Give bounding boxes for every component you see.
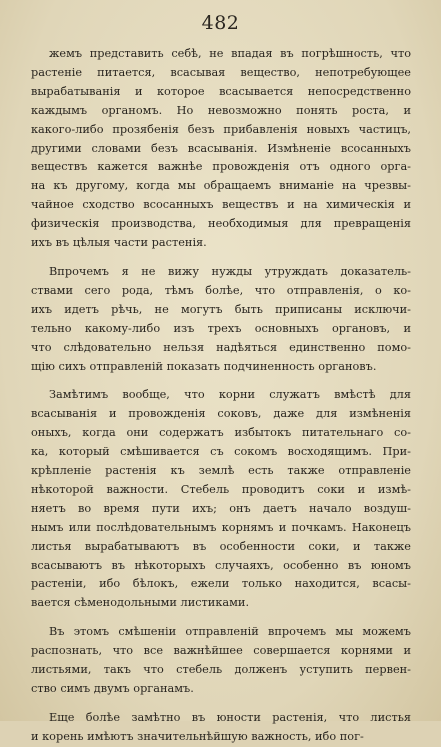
- text-line: щію сихъ отправленій показать подчиненность органовъ.: [31, 359, 377, 373]
- text-line: Въ этомъ смѣшеніи отправленій впрочемъ мы можемъ: [49, 625, 411, 639]
- text-line: всасыванія и провожденія соковъ, даже для измѣненія: [31, 407, 411, 421]
- paragraph: [31, 45, 411, 253]
- text-line: на къ другому, когда мы обращаемъ вниманіе на чрезвы-: [31, 179, 411, 193]
- text-line: Замѣтимъ вообще, что корни служатъ вмѣстѣ для: [49, 388, 411, 402]
- text-line: ихъ въ цѣлыя части растенія.: [31, 236, 207, 250]
- text-line: распознать, что все важнѣйшее совершается корнями и: [31, 644, 411, 658]
- text-line: нѣкоторой важности. Стебель проводитъ соки и измѣ-: [31, 482, 411, 496]
- text-line: листьями, такъ что стебель долженъ уступить первен-: [31, 663, 411, 677]
- paragraph: [31, 623, 411, 699]
- page-number: 482: [201, 12, 240, 34]
- text-line: вается сѣменодольными листиками.: [31, 596, 250, 610]
- text-line: и корень имѣютъ значительнѣйшую важность, ибо пог-: [31, 729, 364, 743]
- text-line: ствами сего рода, тѣмъ болѣе, что отправленія, о ко-: [31, 283, 411, 297]
- text-line: нымъ или послѣдовательнымъ корнямъ и почкамъ. Наконецъ: [31, 520, 411, 534]
- text-line: Еще болѣе замѣтно въ юности растенія, что листья: [49, 710, 411, 724]
- text-line: что слѣдовательно нельзя надѣяться единственно помо-: [31, 340, 411, 354]
- text-line: физическія производства, необходимыя для превращенія: [31, 217, 411, 231]
- text-line: ка, который смѣшивается съ сокомъ восходящимъ. При-: [31, 445, 411, 459]
- text-line: ихъ идетъ рѣчь, не могутъ быть приписаны исключи-: [31, 302, 411, 316]
- text-line: всасываютъ въ нѣкоторыхъ случаяхъ, особенно въ юномъ: [31, 558, 411, 572]
- text-line: другими словами безъ всасыванія. Измѣненіе всосанныхъ: [31, 141, 411, 155]
- text-line: крѣпленіе растенія къ землѣ есть также отправленіе: [31, 464, 411, 478]
- text-line: жемъ представить себѣ, не впадая въ погрѣшность, что: [49, 47, 411, 60]
- text-line: вырабатыванія и которое всасывается непосредственно: [31, 84, 411, 98]
- text-line: веществъ кажется важнѣе провожденія отъ одного орга-: [31, 160, 411, 174]
- text-line: какого-либо прозябенія безъ прибавленія новыхъ частицъ,: [31, 122, 411, 136]
- text-line: листья вырабатываютъ въ особенности соки, и также: [31, 539, 411, 553]
- text-line: ство симъ двумъ органамъ.: [31, 682, 194, 695]
- text-line: каждымъ органомъ. Но невозможно понять роста, и: [31, 103, 411, 117]
- text-line: няетъ во время пути ихъ; онъ даетъ начало воздуш-: [31, 501, 411, 515]
- text-line: растеніи, ибо бѣлокъ, ежели только находится, всасы-: [31, 577, 411, 591]
- text-line: тельно какому-либо изъ трехъ основныхъ органовъ, и: [31, 321, 411, 335]
- text-line: оныхъ, когда они содержатъ избытокъ питательнаго со-: [31, 426, 411, 440]
- paragraph: [31, 709, 411, 747]
- paragraph: [31, 263, 411, 376]
- paragraph: [31, 386, 411, 613]
- text-line: Впрочемъ я не вижу нужды утруждать доказатель-: [49, 264, 411, 278]
- text-line: чайное сходство всосанныхъ веществъ и на химическія и: [31, 198, 411, 212]
- body-text: [31, 45, 411, 747]
- text-line: растеніе питается, всасывая вещество, непотребующее: [31, 65, 411, 79]
